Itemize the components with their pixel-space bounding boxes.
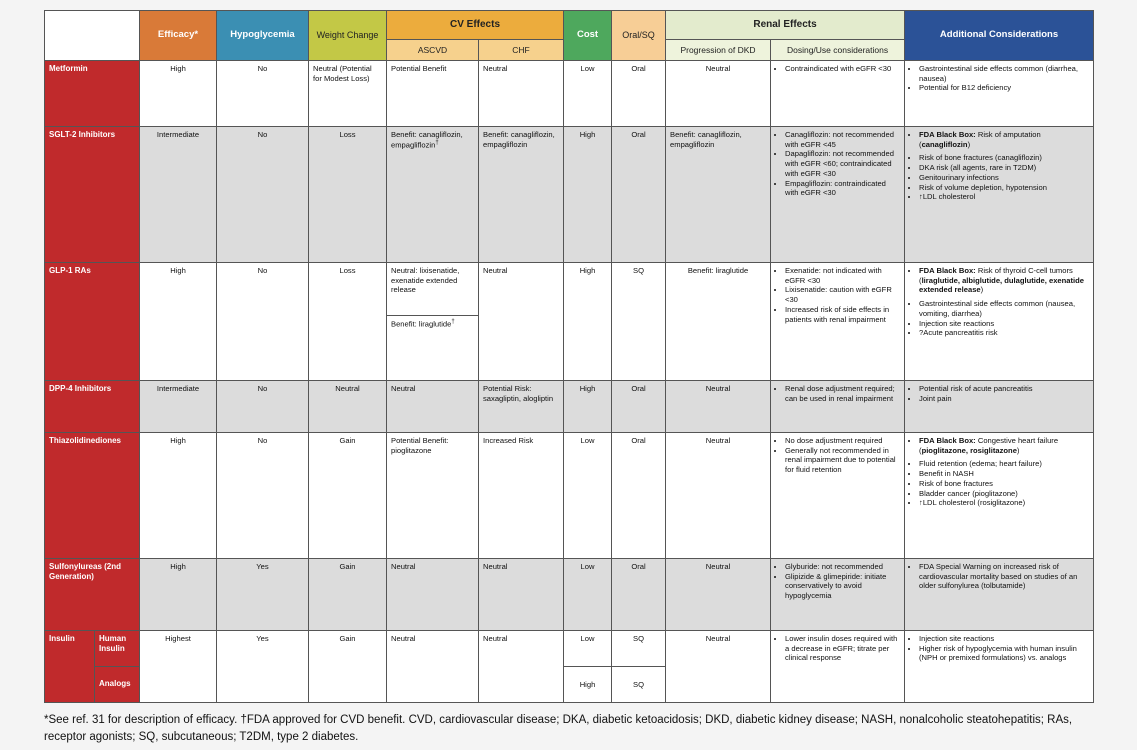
additional-item: • Risk of bone fractures (canagliflozin) (919, 153, 1089, 163)
efficacy-cell: Intermediate (140, 127, 217, 263)
header-chf: CHF (479, 40, 564, 61)
dosing-item: • Dapagliflozin: not recommended with eGFR <60; contraindicated with eGFR <30 (785, 149, 900, 178)
chf-cell: Neutral (479, 263, 564, 381)
dosing-item: • Exenatide: not indicated with eGFR <30 (785, 266, 900, 285)
dosing-item: • Lower insulin doses required with a decrease in eGFR; titrate per clinical response (785, 634, 900, 663)
ascvd-cell: Neutral (387, 559, 479, 631)
efficacy-cell: Highest (140, 631, 217, 703)
additional-item: • Risk of bone fractures (919, 479, 1089, 489)
additional-item: • Gastrointestinal side effects common (diarrhea, nausea) (919, 64, 1089, 83)
chf-cell: Neutral (479, 61, 564, 127)
row-thiazolidinediones (45, 433, 1094, 559)
additional-cell (905, 631, 1094, 703)
ascvd-text: Benefit: liraglutide (391, 319, 452, 329)
dagger-mark: † (451, 319, 455, 325)
dkd-cell: Neutral (666, 433, 771, 559)
cost-cell: Low (564, 61, 612, 127)
insulin-subtype-analog: Analogs (95, 667, 140, 703)
dosing-cell (771, 631, 905, 703)
ascvd-cell: Potential Benefit: pioglitazone (387, 433, 479, 559)
ascvd-cell: Neutral (387, 631, 479, 703)
dosing-item: • Generally not recommended in renal impairment due to potential for fluid retention (785, 446, 900, 475)
drug-name: Sulfonylureas (2nd Generation) (45, 559, 140, 631)
hypoglycemia-cell: No (217, 61, 309, 127)
drug-name: Metformin (45, 61, 140, 127)
dosing-item: • No dose adjustment required (785, 436, 900, 446)
drug-name: Thiazolidinediones (45, 433, 140, 559)
weight-cell: Gain (309, 559, 387, 631)
dosing-item: • Glyburide: not recommended (785, 562, 900, 572)
row-insulin (45, 631, 1094, 667)
cost-cell: Low (564, 559, 612, 631)
header-efficacy: Efficacy* (140, 11, 217, 61)
weight-cell: Loss (309, 127, 387, 263)
dkd-cell: Benefit: liraglutide (666, 263, 771, 381)
ascvd-cell: Potential Benefit (387, 61, 479, 127)
additional-item: • Gastrointestinal side effects common (nausea, vomiting, diarrhea) (919, 299, 1089, 318)
cost-cell-human: Low (564, 631, 612, 667)
black-box-warning: • FDA Black Box: Risk of amputation (canagliflozin) (919, 130, 1089, 149)
cost-cell: High (564, 127, 612, 263)
hypoglycemia-cell: No (217, 127, 309, 263)
dosing-item: • Lixisenatide: caution with eGFR <30 (785, 285, 900, 304)
additional-cell (905, 263, 1094, 381)
header-weight-change: Weight Change (309, 11, 387, 61)
drug-name: SGLT-2 Inhibitors (45, 127, 140, 263)
route-cell-analog: SQ (612, 667, 666, 703)
additional-item: • FDA Special Warning on increased risk of cardiovascular mortality based on studies of an older sulfonylurea (tolbutamide) (919, 562, 1089, 591)
route-cell: SQ (612, 263, 666, 381)
ascvd-text: Benefit: canagliflozin, empagliflozin (391, 130, 463, 150)
row-metformin (45, 61, 1094, 127)
efficacy-cell: High (140, 433, 217, 559)
diabetes-medication-comparison-table (44, 10, 1094, 703)
efficacy-cell: High (140, 61, 217, 127)
ascvd-cell: Neutral (387, 381, 479, 433)
header-dosing: Dosing/Use considerations (771, 40, 905, 61)
chf-cell: Increased Risk (479, 433, 564, 559)
cost-cell: Low (564, 433, 612, 559)
dosing-cell (771, 559, 905, 631)
corner-cell (45, 11, 140, 61)
dosing-item: • Empagliflozin: contraindicated with eGFR <30 (785, 179, 900, 198)
table-footnote: *See ref. 31 for description of efficacy. †FDA approved for CVD benefit. CVD, cardiovascular disease; DKA, diabetic ketoacidosis; DKD, diabetic kidney disease; NASH, nonalcoholic steatohepatitis; RAs, receptor agonists; SQ, subcutaneous; T2DM, type 2 diabetes. (44, 714, 1073, 743)
dosing-item: • Renal dose adjustment required; can be used in renal impairment (785, 384, 900, 403)
additional-item: • Benefit in NASH (919, 469, 1089, 479)
ascvd-cell (387, 316, 479, 381)
route-cell: Oral (612, 559, 666, 631)
header-dkd: Progression of DKD (666, 40, 771, 61)
additional-item: • Potential risk of acute pancreatitis (919, 384, 1089, 394)
hypoglycemia-cell: Yes (217, 559, 309, 631)
efficacy-cell: High (140, 263, 217, 381)
additional-cell (905, 127, 1094, 263)
route-cell-human: SQ (612, 631, 666, 667)
additional-item: • Fluid retention (edema; heart failure) (919, 459, 1089, 469)
efficacy-cell: Intermediate (140, 381, 217, 433)
hypoglycemia-cell: No (217, 381, 309, 433)
dosing-item: • Contraindicated with eGFR <30 (785, 64, 900, 74)
weight-cell: Gain (309, 631, 387, 703)
weight-cell: Neutral (309, 381, 387, 433)
black-box-warning: • FDA Black Box: Congestive heart failure (pioglitazone, rosiglitazone) (919, 436, 1089, 455)
dkd-cell: Benefit: canagliflozin, empagliflozin (666, 127, 771, 263)
insulin-subtype-human: Human Insulin (95, 631, 140, 667)
dosing-item: • Glipizide & glimepiride: initiate conservatively to avoid hypoglycemia (785, 572, 900, 601)
additional-item: • Potential for B12 deficiency (919, 83, 1089, 93)
dkd-cell: Neutral (666, 559, 771, 631)
chf-cell: Neutral (479, 631, 564, 703)
dkd-cell: Neutral (666, 61, 771, 127)
hypoglycemia-cell: Yes (217, 631, 309, 703)
additional-item: • Joint pain (919, 394, 1089, 404)
dosing-cell (771, 433, 905, 559)
hypoglycemia-cell: No (217, 263, 309, 381)
row-sglt2 (45, 127, 1094, 263)
efficacy-cell: High (140, 559, 217, 631)
additional-item: • Higher risk of hypoglycemia with human insulin (NPH or premixed formulations) vs. analogs (919, 644, 1089, 663)
additional-item: • DKA risk (all agents, rare in T2DM) (919, 163, 1089, 173)
black-box-warning: • FDA Black Box: Risk of thyroid C-cell tumors (liraglutide, albiglutide, dulaglutide, exenatide extended release) (919, 266, 1089, 295)
header-route: Oral/SQ (612, 11, 666, 61)
route-cell: Oral (612, 433, 666, 559)
dosing-cell (771, 381, 905, 433)
additional-item: • Risk of volume depletion, hypotension (919, 183, 1089, 193)
row-dpp4 (45, 381, 1094, 433)
additional-item: • Injection site reactions (919, 319, 1089, 329)
additional-cell (905, 381, 1094, 433)
dagger-mark: † (435, 139, 439, 146)
additional-item: • Genitourinary infections (919, 173, 1089, 183)
cost-cell: High (564, 381, 612, 433)
chf-cell: Benefit: canagliflozin, empagliflozin (479, 127, 564, 263)
header-cost: Cost (564, 11, 612, 61)
header-cv-effects: CV Effects (387, 11, 564, 40)
route-cell: Oral (612, 381, 666, 433)
dkd-cell: Neutral (666, 381, 771, 433)
drug-name: Insulin (45, 631, 95, 703)
weight-cell: Neutral (Potential for Modest Loss) (309, 61, 387, 127)
hypoglycemia-cell: No (217, 433, 309, 559)
header-additional-considerations: Additional Considerations (905, 11, 1094, 61)
weight-cell: Loss (309, 263, 387, 381)
additional-cell (905, 433, 1094, 559)
drug-name: DPP-4 Inhibitors (45, 381, 140, 433)
route-cell: Oral (612, 61, 666, 127)
additional-item: • Bladder cancer (pioglitazone) (919, 489, 1089, 499)
header-ascvd: ASCVD (387, 40, 479, 61)
weight-cell: Gain (309, 433, 387, 559)
dosing-cell (771, 61, 905, 127)
header-renal-effects: Renal Effects (666, 11, 905, 40)
additional-cell (905, 61, 1094, 127)
dosing-item: • Increased risk of side effects in patients with renal impairment (785, 305, 900, 324)
ascvd-cell (387, 127, 479, 263)
drug-name: GLP-1 RAs (45, 263, 140, 381)
additional-item: • ?Acute pancreatitis risk (919, 328, 1089, 338)
row-glp1 (45, 263, 1094, 316)
dosing-cell (771, 127, 905, 263)
additional-item: • ↑LDL cholesterol (rosiglitazone) (919, 498, 1089, 508)
additional-item: • Injection site reactions (919, 634, 1089, 644)
row-sulfonylureas (45, 559, 1094, 631)
ascvd-cell: Neutral: lixisenatide, exenatide extended release (387, 263, 479, 316)
additional-item: • ↑LDL cholesterol (919, 192, 1089, 202)
header-hypoglycemia: Hypoglycemia (217, 11, 309, 61)
cost-cell: High (564, 263, 612, 381)
chf-cell: Potential Risk: saxagliptin, alogliptin (479, 381, 564, 433)
dosing-item: • Canagliflozin: not recommended with eGFR <45 (785, 130, 900, 149)
route-cell: Oral (612, 127, 666, 263)
chf-cell: Neutral (479, 559, 564, 631)
cost-cell-analog: High (564, 667, 612, 703)
dkd-cell: Neutral (666, 631, 771, 703)
dosing-cell (771, 263, 905, 381)
additional-cell (905, 559, 1094, 631)
